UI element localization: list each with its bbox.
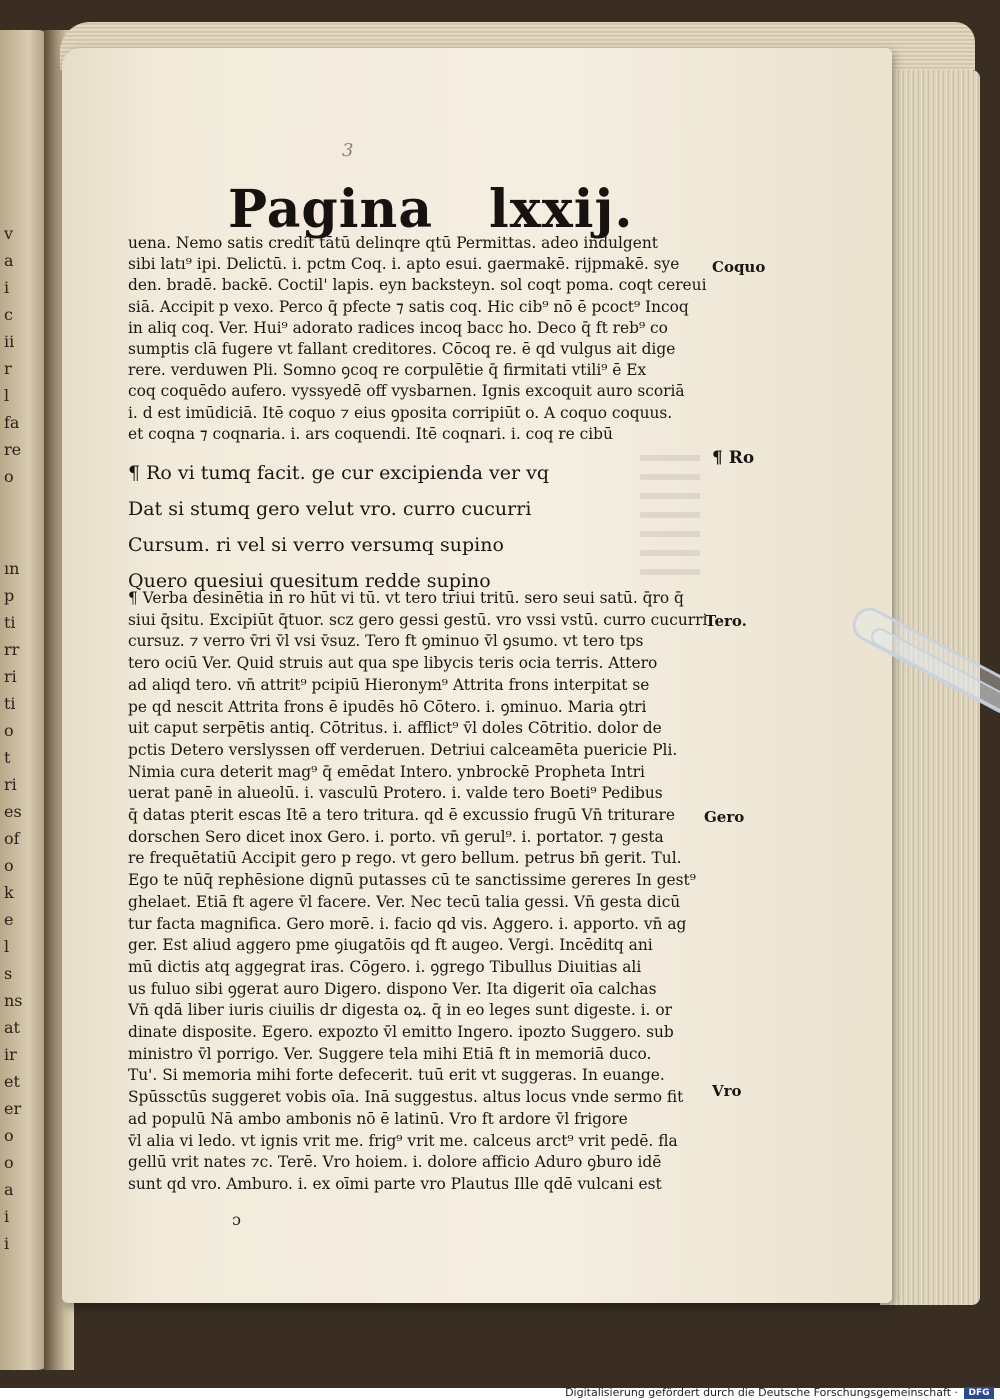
left-page-line: fa [4, 413, 20, 432]
text-line: siā. Accipit p vexo. Perco q̄ pfecte ⁊ satis coq. Hic cib⁹ nō ē pcoct⁹ Incoq [128, 297, 689, 316]
left-page-line: o [4, 1126, 14, 1145]
page-foot-mark: ɔ [232, 1210, 241, 1229]
text-line: tur facta magnifica. Gero morē. i. facio qd vis. Aggero. i. apporto. vn̄ ag [128, 914, 687, 933]
left-page-line: of [4, 829, 20, 848]
text-line: ¶ Verba desinētia in ro hūt vi tū. vt tero triui tritū. sero seui satū. q̄ro q̄ [128, 589, 684, 607]
left-page-line: v [4, 224, 14, 243]
left-page-line: ns [4, 991, 23, 1010]
paragraph-verba-in-ro [128, 588, 708, 1196]
verse-line: Quero quesiui quesitum redde supino [128, 570, 491, 592]
heading-word: Pagina [228, 179, 434, 240]
text-line: sunt qd vro. Amburo. i. ex oīmi parte vro Plautus Ille qdē vulcani est [128, 1174, 662, 1193]
text-line: uena. Nemo satis credit tātū delinqre qtū Permittas. adeo indulgent [128, 234, 658, 252]
text-line: i. d est imūdiciā. Itē coquo ⁊ eius ꝯposita corripiūt o. A coquo coquus. [128, 403, 673, 422]
text-line: pctis Detero verslyssen off verderuen. Detriui calceamēta puericie Pli. [128, 740, 678, 759]
left-page-line: rr [4, 640, 20, 659]
text-line: in aliq coq. Ver. Hui⁹ adorato radices incoq bacc ho. Deco q̄ ft reb⁹ co [128, 318, 668, 337]
text-line: uit caput serpētis antiq. Cōtritus. i. afflict⁹ v̄l doles Cōtritio. dolor de [128, 719, 662, 738]
text-line: siui q̄situ. Excipiūt q̄tuor. scz gero gessi gestū. vro vssi vstū. curro cucurri [128, 610, 708, 629]
heading-folio-number: lxxij. [489, 179, 634, 240]
left-page-text-lower [4, 555, 32, 1257]
left-page-line: er [4, 1099, 22, 1118]
left-page-line: et [4, 1072, 20, 1091]
text-line: Ego te nūq̄ rephēsione dignū putasses cū te sanctissime gereres In gest⁹ [128, 871, 696, 890]
text-line: cursuz. ⁊ verro v̄ri v̄l vsi v̄suz. Tero ft ꝯminuo v̄l ꝯsumo. vt tero tps [128, 632, 644, 651]
text-line: ministro v̄l porrigo. Ver. Suggere tela mihi Etiā ft in memoriā duco. [128, 1044, 652, 1063]
left-page-line: a [4, 251, 14, 270]
left-page-line: re [4, 440, 22, 459]
left-page-line: a [4, 1180, 14, 1199]
text-line: Vn̄ qdā liber iuris ciuilis dr digesta oꝝ. q̄ in eo leges sunt digeste. i. or [128, 1001, 672, 1020]
left-page-line: ir [4, 1045, 17, 1064]
text-line: tero ociū Ver. Quid struis aut qua spe libycis teris ocia terris. Attero [128, 654, 658, 673]
left-page-line: i [4, 1207, 10, 1226]
text-line: et coqna ⁊ coqnaria. i. ars coquendi. Itē coqnari. i. coq re cibū [128, 424, 613, 443]
left-page-line: ri [4, 775, 17, 794]
text-line: uerat panē in alueolū. i. vasculū Protero. i. valde tero Boeti⁹ Pedibus [128, 784, 663, 803]
left-page-line: k [4, 883, 14, 902]
text-line: q̄ datas pterit escas Itē a tero tritura. qd ē excussio frugū Vn̄ triturare [128, 806, 675, 825]
text-line: gellū vrit nates ⁊c. Terē. Vro hoiem. i. dolore afficio Aduro ꝯburo idē [128, 1153, 662, 1172]
left-page-line: i [4, 1234, 10, 1253]
left-page-line: o [4, 467, 14, 486]
margin-note-tero: Tero. [705, 612, 747, 630]
text-line: den. bradē. backē. Coctil' lapis. eyn backsteyn. sol coqt poma. coqt cereui [128, 276, 707, 295]
text-line: mū dictis atq aggegrat iras. Cōgero. i. ꝯgrego Tibullus Diuitias ali [128, 957, 642, 976]
text-line: sibi latı⁹ ipi. Delictū. i. pctm Coq. i. apto esui. gaermakē. rijpmakē. sye [128, 255, 680, 274]
left-page-line: es [4, 802, 22, 821]
text-line: ad aliqd tero. vn̄ attrit⁹ pcipiū Hieronym⁹ Attrita frons interpitat se [128, 675, 650, 694]
text-line: dinate disposite. Egero. expozto v̄l emitto Ingero. ipozto Suggero. sub [128, 1023, 674, 1042]
margin-note-coquo: Coquo [712, 258, 766, 276]
verse-line: ¶ Ro vi tumq facit. ge cur excipienda ver vq [128, 462, 550, 484]
text-line: ger. Est aliud aggero pme ꝯiugatōis qd ft augeo. Vergi. Incēditq ani [128, 936, 653, 955]
left-page-line: t [4, 748, 11, 767]
text-line: Spūssctūs suggeret vobis oīa. Inā suggestus. altus locus vnde sermo fit [128, 1088, 684, 1107]
left-page-line: ti [4, 694, 16, 713]
left-page-line: ın [4, 559, 20, 578]
dfg-logo: DFG [964, 1387, 994, 1399]
text-line: us fuluo sibi ꝯgerat auro Digero. dispono Ver. Ita digerit oīa calchas [128, 979, 657, 998]
text-line: rere. verduwen Pli. Somno ꝯcoq re corpulētie q̄ firmitati vtili⁹ ē Ex [128, 361, 647, 380]
text-line: dorschen Sero dicet inox Gero. i. porto. vn̄ gerul⁹. i. portator. ⁊ gesta [128, 827, 664, 846]
text-line: sumptis clā fugere vt fallant creditores. Cōcoq re. ē qd vulgus ait dige [128, 340, 676, 359]
folio-mark: 3 [342, 140, 354, 161]
paragraph-coquo [128, 233, 708, 445]
left-page-line: o [4, 856, 14, 875]
text-line: coq coquēdo aufero. vyssyedē off vysbarnen. Ignis excoquit auro scoriā [128, 382, 685, 401]
left-page-line: o [4, 1153, 14, 1172]
left-page-line: p [4, 586, 15, 605]
left-page-line: e [4, 910, 14, 929]
text-line: ghelaet. Etiā ft agere v̄l facere. Ver. Nec tecū talia gessi. Vn̄ gesta dicū [128, 892, 681, 911]
left-page-line: s [4, 964, 13, 983]
margin-note-gero: Gero [704, 808, 745, 826]
funding-credit: Digitalisierung gefördert durch die Deutsche Forschungsgemeinschaft · [565, 1386, 958, 1399]
left-page-line: l [4, 386, 10, 405]
text-line: pe qd nescit Attrita frons ē ipudēs hō Cōtero. i. ꝯminuo. Maria ꝯtri [128, 697, 647, 716]
left-page-line: c [4, 305, 13, 324]
left-page-line: i [4, 278, 10, 297]
verse-line: Dat si stumq gero velut vro. curro cucurri [128, 498, 532, 520]
text-line: ad populū Nā ambo ambonis nō ē latinū. Vro ft ardore v̄l frigore [128, 1109, 628, 1128]
text-line: re frequētatiū Accipit gero p rego. vt gero bellum. petrus bn̄ gerit. Tul. [128, 849, 682, 868]
left-page-line: o [4, 721, 14, 740]
left-page-line: ii [4, 332, 15, 351]
left-page-line: r [4, 359, 12, 378]
margin-note-vro: Vro [712, 1082, 742, 1100]
margin-note-ro: ¶ Ro [712, 448, 755, 468]
left-page-line: l [4, 937, 10, 956]
text-line: v̄l alia vi ledo. vt ignis vrit me. frig⁹ vrit me. calceus arct⁹ vrit pedē. fla [128, 1131, 678, 1150]
left-page-line: ri [4, 667, 17, 686]
verse-line: Cursum. ri vel si verro versumq supino [128, 534, 504, 556]
left-page-text-upper [4, 220, 32, 490]
text-line: Nimia cura deterit mag⁹ q̄ emēdat Intero. ynbrockē Propheta Intri [128, 762, 645, 781]
left-page-line: at [4, 1018, 20, 1037]
page-heading [228, 180, 648, 240]
left-page-line: ti [4, 613, 16, 632]
verse-rule-block [128, 455, 728, 599]
text-line: Tu'. Si memoria mihi forte defecerit. tuū erit vt suggeras. In euange. [128, 1066, 665, 1085]
